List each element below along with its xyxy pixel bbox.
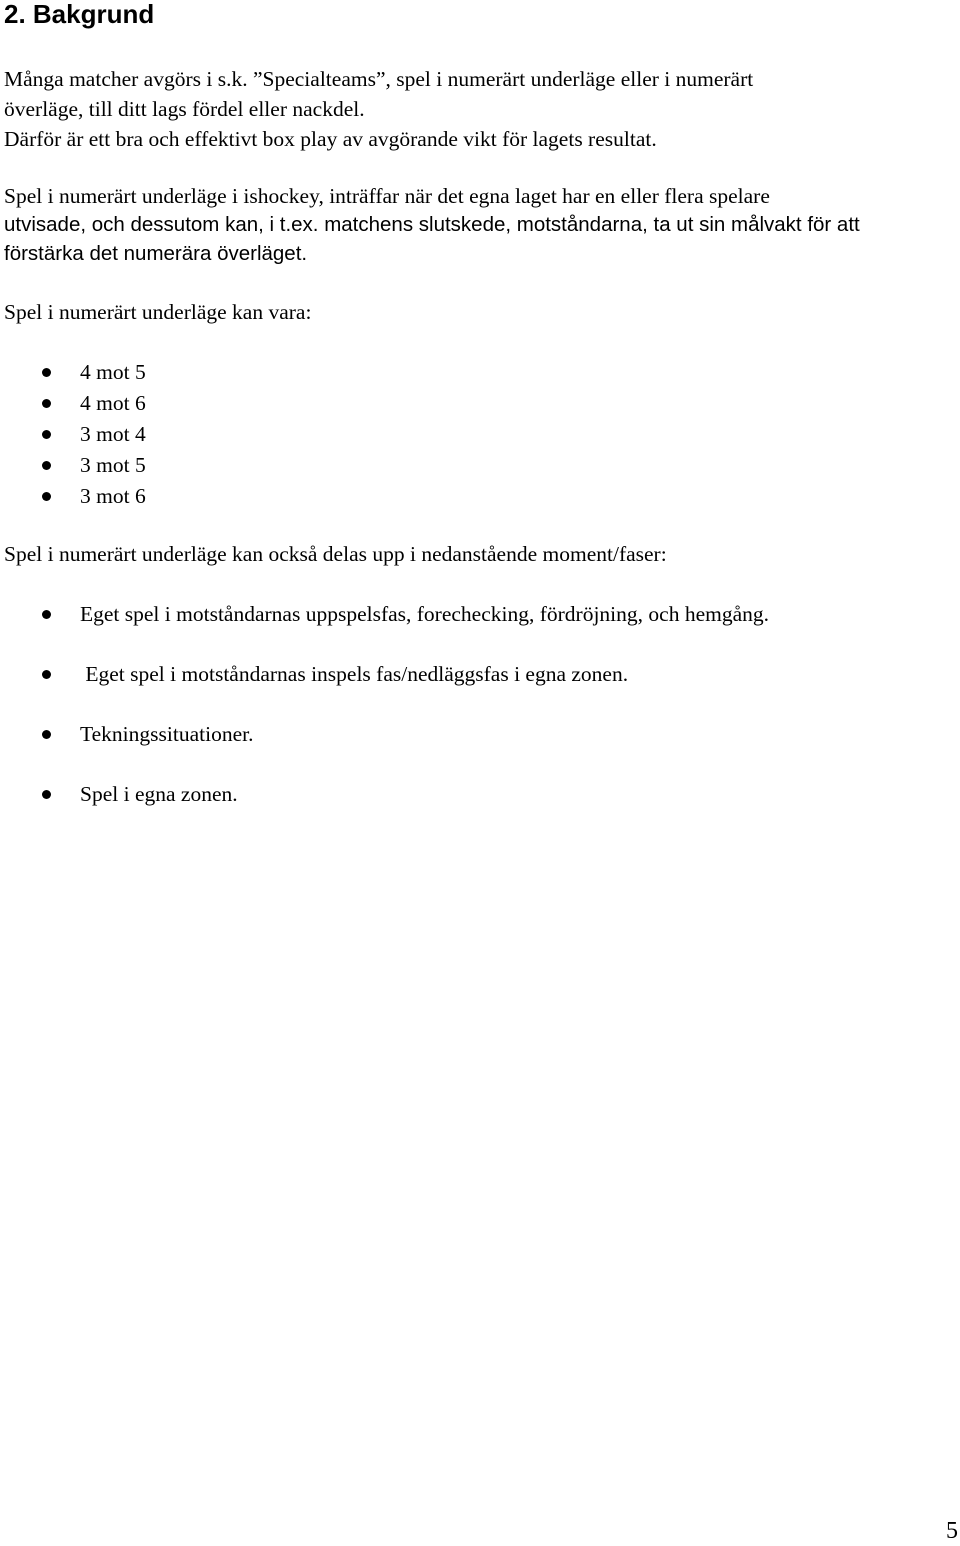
bullet-icon xyxy=(42,610,51,619)
definition-line: Spel i numerärt underläge i ishockey, inträffar när det egna laget har en eller flera spelare xyxy=(4,184,770,208)
list-item: 3 mot 6 xyxy=(80,484,146,508)
intro-line: överläge, till ditt lags fördel eller nackdel. xyxy=(4,97,365,121)
list-item: Spel i egna zonen. xyxy=(80,782,238,806)
bullet-icon xyxy=(42,730,51,739)
list-item: 4 mot 6 xyxy=(80,391,146,415)
bullet-icon xyxy=(42,670,51,679)
list-item: 4 mot 5 xyxy=(80,360,146,384)
bullet-icon xyxy=(42,492,51,501)
definition-line: förstärka det numerära överläget. xyxy=(4,242,308,265)
situations-intro: Spel i numerärt underläge kan vara: xyxy=(4,300,312,324)
page-number: 5 xyxy=(946,1518,958,1544)
bullet-icon xyxy=(42,399,51,408)
section-heading: 2. Bakgrund xyxy=(4,0,155,29)
list-item: Tekningssituationer. xyxy=(80,722,254,746)
bullet-icon xyxy=(42,461,51,470)
phases-intro: Spel i numerärt underläge kan också delas upp i nedanstående moment/faser: xyxy=(4,542,667,566)
list-item: Eget spel i motståndarnas uppspelsfas, forechecking, fördröjning, och hemgång. xyxy=(80,602,770,626)
bullet-icon xyxy=(42,430,51,439)
definition-line: utvisade, och dessutom kan, i t.ex. matchens slutskede, motståndarna, ta ut sin målvakt för att xyxy=(4,213,860,236)
intro-line: Många matcher avgörs i s.k. ”Specialteams”, spel i numerärt underläge eller i numerärt xyxy=(4,67,754,91)
list-item: 3 mot 5 xyxy=(80,453,146,477)
bullet-icon xyxy=(42,368,51,377)
bullet-icon xyxy=(42,790,51,799)
list-item: Eget spel i motståndarnas inspels fas/nedläggsfas i egna zonen. xyxy=(80,662,629,686)
list-item: 3 mot 4 xyxy=(80,422,146,446)
intro-line: Därför är ett bra och effektivt box play av avgörande vikt för lagets resultat. xyxy=(4,127,657,151)
